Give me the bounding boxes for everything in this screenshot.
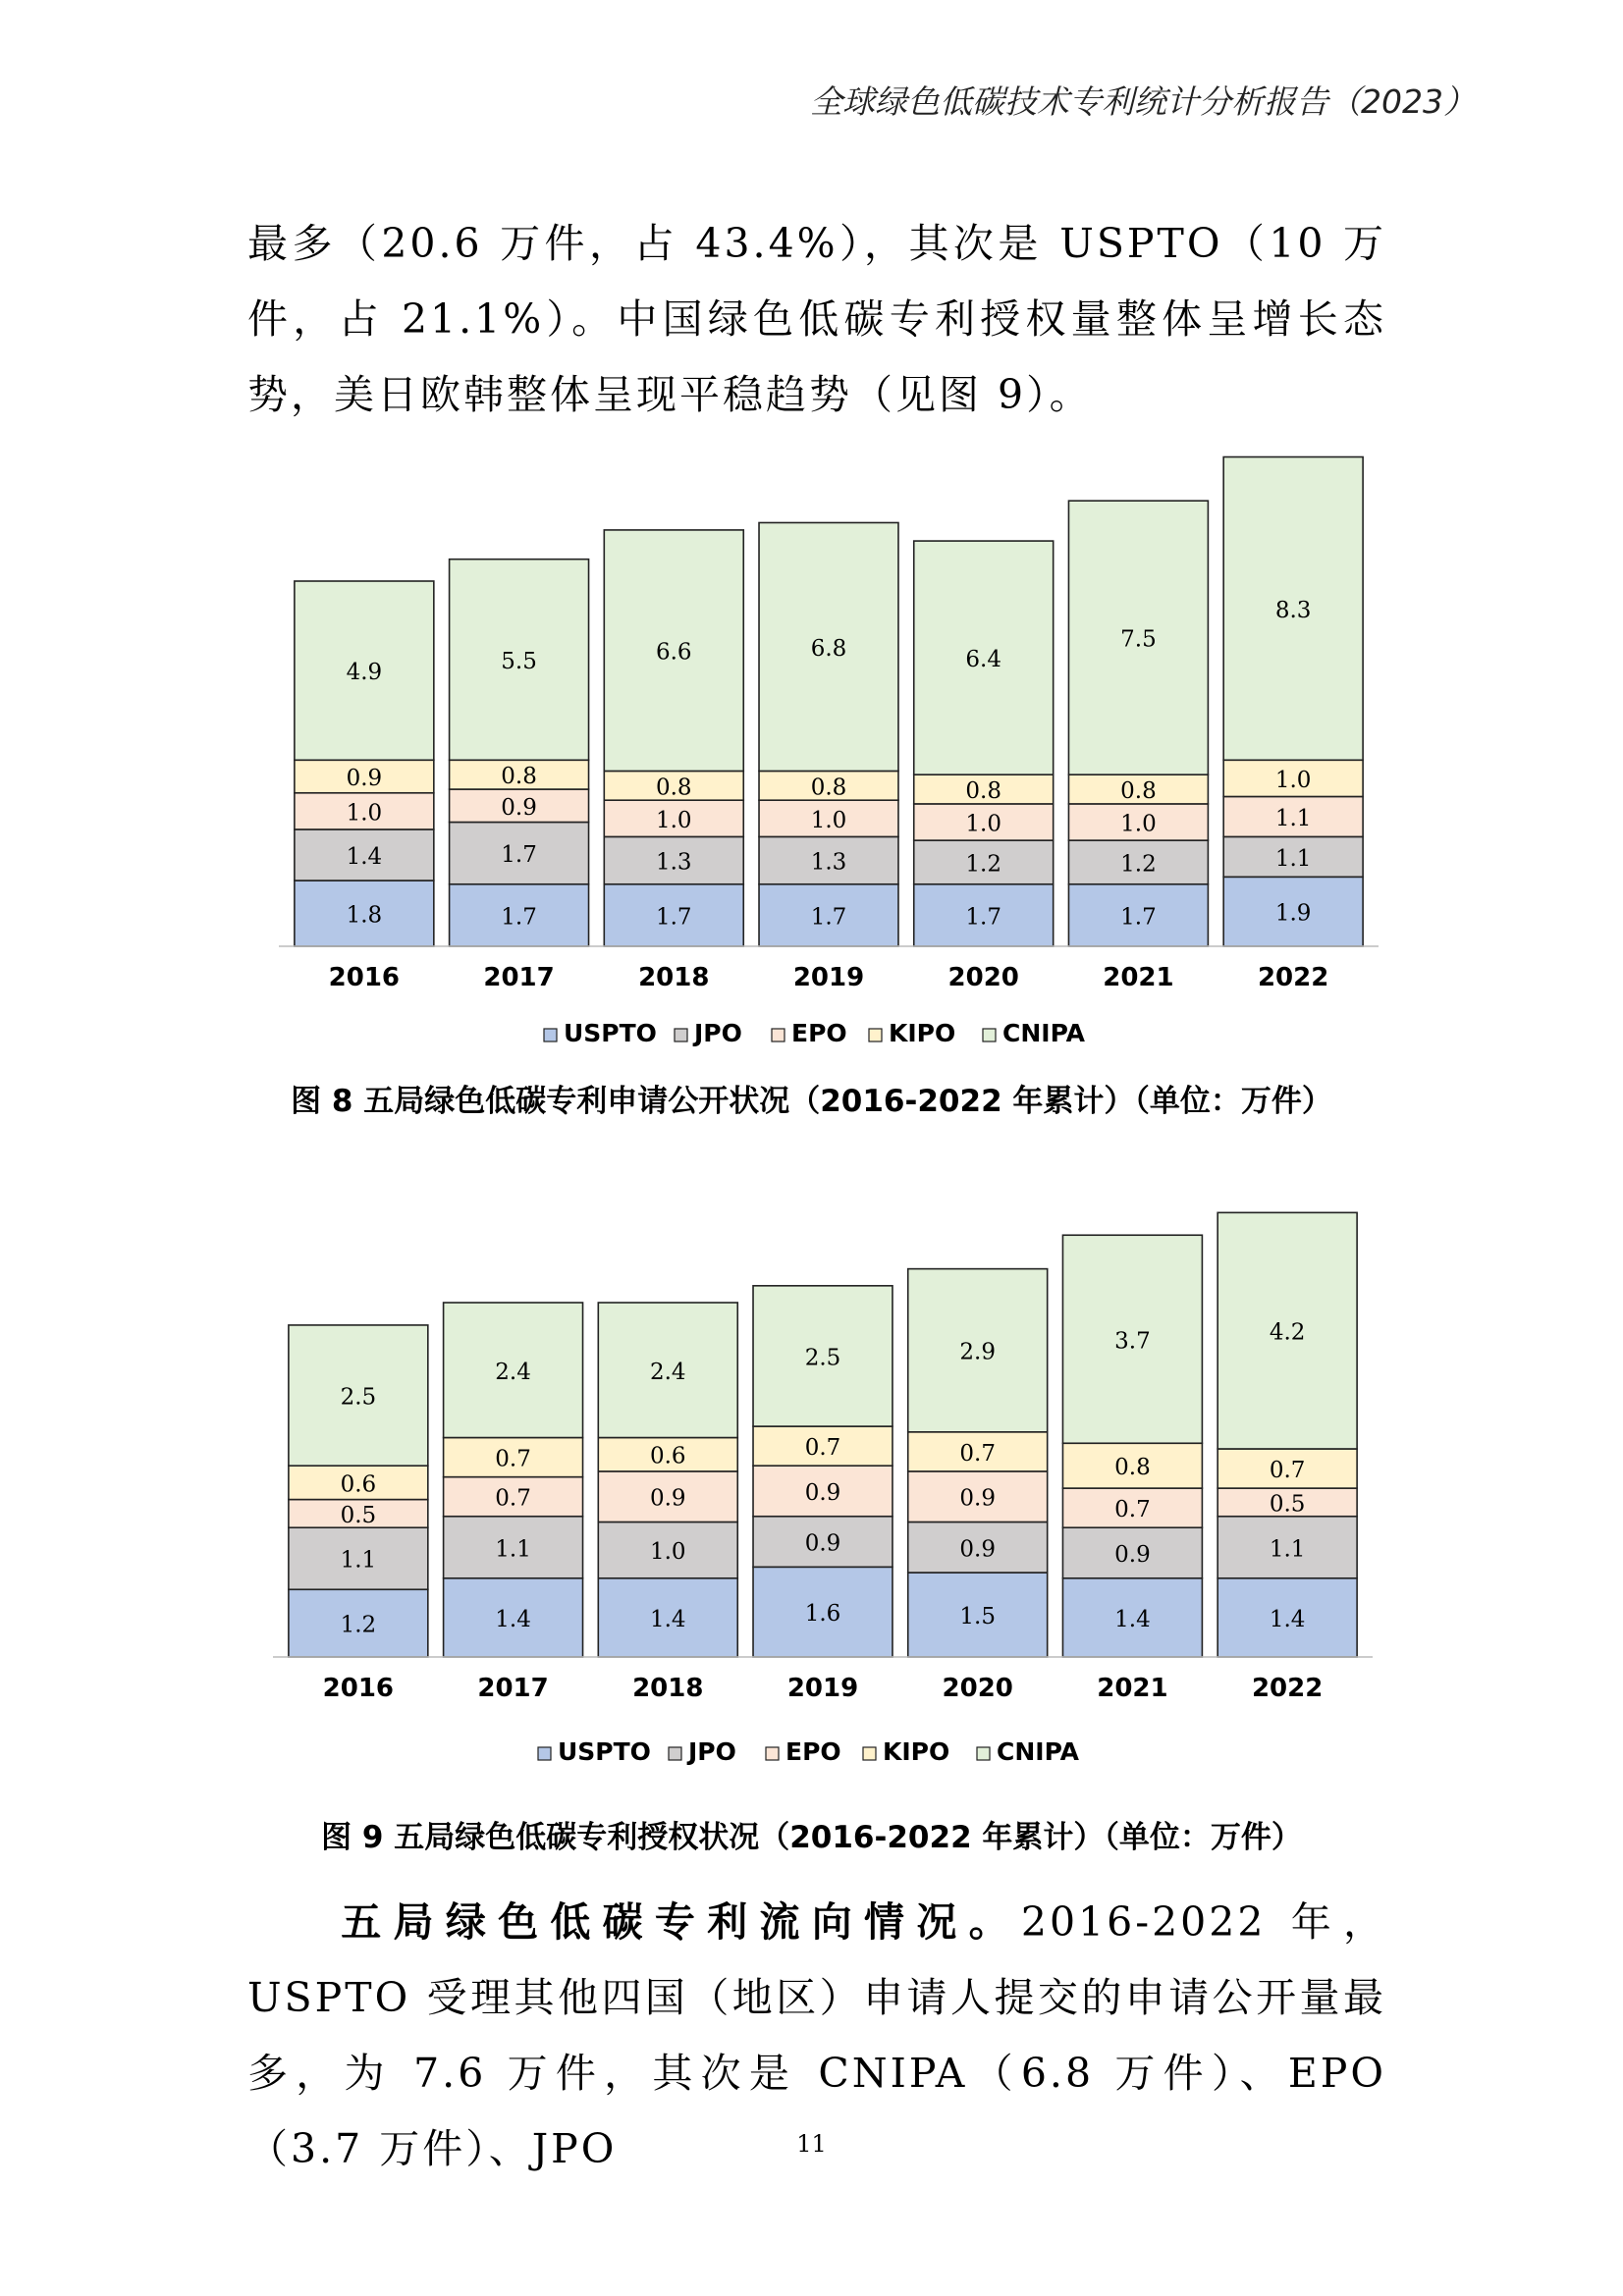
data-label-cnipa-2019: 2.5 <box>804 1345 841 1371</box>
figure8-chart <box>0 442 1623 1109</box>
data-label-cnipa-2021: 7.5 <box>1120 626 1157 653</box>
data-label-uspto-2020: 1.7 <box>965 904 1002 931</box>
x-tick-label-2022: 2022 <box>1251 1674 1324 1703</box>
legend-swatch-kipo <box>863 1747 876 1760</box>
data-label-jpo-2022: 1.1 <box>1269 1536 1306 1563</box>
legend-swatch-uspto <box>538 1747 551 1760</box>
data-label-epo-2018: 1.0 <box>655 807 692 833</box>
data-label-jpo-2019: 1.3 <box>810 849 847 876</box>
figure8-caption: 图 8 五局绿色低碳专利申请公开状况（2016-2022 年累计）（单位：万件） <box>291 1084 1332 1119</box>
figure9-chart <box>0 1193 1623 1870</box>
data-label-epo-2019: 1.0 <box>810 807 847 833</box>
legend-label-uspto: USPTO <box>558 1737 651 1766</box>
data-label-jpo-2018: 1.0 <box>649 1539 686 1566</box>
data-label-cnipa-2020: 2.9 <box>959 1339 997 1365</box>
data-label-kipo-2018: 0.6 <box>649 1443 686 1469</box>
x-tick-label-2020: 2020 <box>942 1674 1013 1703</box>
data-label-epo-2022: 1.1 <box>1274 805 1312 831</box>
x-tick-label-2017: 2017 <box>477 1674 549 1703</box>
data-label-uspto-2017: 1.4 <box>495 1606 531 1632</box>
data-label-kipo-2020: 0.8 <box>965 778 1002 805</box>
data-label-uspto-2019: 1.7 <box>810 904 847 931</box>
data-label-jpo-2016: 1.1 <box>340 1547 377 1574</box>
data-label-epo-2016: 0.5 <box>340 1502 377 1528</box>
legend-swatch-epo <box>766 1747 779 1760</box>
legend-swatch-jpo <box>669 1747 681 1760</box>
data-label-epo-2021: 0.7 <box>1114 1497 1151 1523</box>
data-label-uspto-2021: 1.4 <box>1114 1606 1151 1632</box>
data-label-kipo-2022: 1.0 <box>1274 767 1312 793</box>
data-label-epo-2020: 1.0 <box>965 811 1002 837</box>
data-label-cnipa-2018: 2.4 <box>649 1359 686 1385</box>
data-label-jpo-2021: 0.9 <box>1114 1541 1151 1568</box>
data-label-cnipa-2017: 5.5 <box>501 648 537 674</box>
legend-label-cnipa: CNIPA <box>1002 1019 1085 1047</box>
legend-swatch-kipo <box>869 1029 882 1041</box>
data-label-kipo-2018: 0.8 <box>655 774 692 801</box>
x-tick-label-2018: 2018 <box>632 1674 704 1703</box>
data-label-kipo-2016: 0.9 <box>346 766 383 792</box>
legend-label-jpo: JPO <box>688 1737 736 1766</box>
data-label-epo-2018: 0.9 <box>649 1485 686 1512</box>
x-tick-label-2019: 2019 <box>786 1674 859 1703</box>
data-label-kipo-2016: 0.6 <box>340 1471 377 1498</box>
paragraph-lead: 五局绿色低碳专利流向情况。 <box>332 1898 1021 1946</box>
data-label-kipo-2020: 0.7 <box>959 1440 997 1467</box>
data-label-epo-2019: 0.9 <box>804 1479 841 1506</box>
legend-label-kipo: KIPO <box>889 1019 956 1047</box>
figure9-caption: 图 9 五局绿色低碳专利授权状况（2016-2022 年累计）（单位：万件） <box>321 1820 1302 1855</box>
data-label-epo-2020: 0.9 <box>959 1485 997 1512</box>
data-label-epo-2022: 0.5 <box>1269 1491 1306 1518</box>
legend-swatch-epo <box>772 1029 784 1041</box>
data-label-jpo-2020: 0.9 <box>959 1536 997 1563</box>
data-label-uspto-2018: 1.7 <box>655 904 692 931</box>
data-label-kipo-2022: 0.7 <box>1269 1458 1306 1484</box>
legend-swatch-jpo <box>675 1029 687 1041</box>
data-label-uspto-2022: 1.9 <box>1274 900 1312 927</box>
legend-label-uspto: USPTO <box>564 1019 657 1047</box>
legend-label-epo: EPO <box>791 1019 847 1047</box>
x-tick-label-2019: 2019 <box>792 963 865 992</box>
data-label-cnipa-2017: 2.4 <box>495 1359 531 1385</box>
data-label-jpo-2017: 1.7 <box>501 842 537 869</box>
legend-label-kipo: KIPO <box>883 1737 950 1766</box>
data-label-jpo-2021: 1.2 <box>1120 851 1157 878</box>
data-label-uspto-2019: 1.6 <box>804 1601 841 1628</box>
data-label-cnipa-2018: 6.6 <box>655 639 692 666</box>
data-label-jpo-2022: 1.1 <box>1274 845 1312 872</box>
data-label-cnipa-2016: 4.9 <box>346 660 383 686</box>
x-tick-label-2017: 2017 <box>483 963 555 992</box>
data-label-epo-2017: 0.7 <box>495 1485 531 1512</box>
data-label-jpo-2019: 0.9 <box>804 1530 841 1557</box>
page-number: 11 <box>796 2130 827 2158</box>
data-label-kipo-2017: 0.7 <box>495 1446 531 1472</box>
paragraph-top: 最多（20.6 万件，占 43.4%），其次是 USPTO（10 万件，占 21.1%）。中国绿色低碳专利授权量整体呈增长态势，美日欧韩整体呈现平稳趋势（见图 9）。 <box>247 220 1386 418</box>
data-label-uspto-2018: 1.4 <box>649 1606 686 1632</box>
x-tick-label-2016: 2016 <box>328 963 401 992</box>
legend-label-cnipa: CNIPA <box>997 1737 1079 1766</box>
data-label-kipo-2019: 0.7 <box>804 1435 841 1462</box>
legend-label-epo: EPO <box>785 1737 841 1766</box>
data-label-kipo-2021: 0.8 <box>1114 1455 1151 1481</box>
x-tick-label-2016: 2016 <box>322 1674 395 1703</box>
data-label-cnipa-2020: 6.4 <box>965 647 1002 673</box>
x-tick-label-2022: 2022 <box>1257 963 1329 992</box>
data-label-cnipa-2019: 6.8 <box>810 635 847 662</box>
report-header: 全球绿色低碳技术专利统计分析报告（2023） <box>810 82 1476 121</box>
data-label-uspto-2022: 1.4 <box>1269 1606 1306 1632</box>
data-label-cnipa-2022: 4.2 <box>1269 1319 1306 1346</box>
legend-swatch-uspto <box>544 1029 557 1041</box>
paragraph-body: 2016-2022 年，USPTO 受理其他四国（地区）申请人提交的申请公开量最多，为 7.6 万件，其次是 CNIPA（6.8 万件）、EPO（3.7 万件）、JPO <box>247 1898 1386 2172</box>
x-tick-label-2018: 2018 <box>638 963 710 992</box>
data-label-cnipa-2021: 3.7 <box>1114 1328 1151 1355</box>
x-tick-label-2020: 2020 <box>947 963 1019 992</box>
data-label-uspto-2020: 1.5 <box>959 1604 997 1630</box>
data-label-cnipa-2022: 8.3 <box>1274 597 1312 623</box>
data-label-jpo-2018: 1.3 <box>655 849 692 876</box>
x-tick-label-2021: 2021 <box>1103 963 1174 992</box>
data-label-uspto-2016: 1.2 <box>340 1612 377 1638</box>
data-label-uspto-2016: 1.8 <box>346 902 383 929</box>
data-label-kipo-2017: 0.8 <box>501 764 537 790</box>
data-label-cnipa-2016: 2.5 <box>340 1384 377 1411</box>
x-tick-label-2021: 2021 <box>1097 1674 1168 1703</box>
data-label-kipo-2021: 0.8 <box>1120 778 1157 805</box>
legend-swatch-cnipa <box>977 1747 990 1760</box>
data-label-uspto-2021: 1.7 <box>1120 904 1157 931</box>
data-label-jpo-2020: 1.2 <box>965 851 1002 878</box>
legend-label-jpo: JPO <box>694 1019 742 1047</box>
data-label-jpo-2016: 1.4 <box>346 844 383 870</box>
data-label-jpo-2017: 1.1 <box>495 1536 531 1563</box>
data-label-uspto-2017: 1.7 <box>501 904 537 931</box>
data-label-epo-2017: 0.9 <box>501 794 537 821</box>
legend-swatch-cnipa <box>983 1029 996 1041</box>
data-label-kipo-2019: 0.8 <box>810 774 847 801</box>
data-label-epo-2016: 1.0 <box>346 800 383 827</box>
data-label-epo-2021: 1.0 <box>1120 811 1157 837</box>
